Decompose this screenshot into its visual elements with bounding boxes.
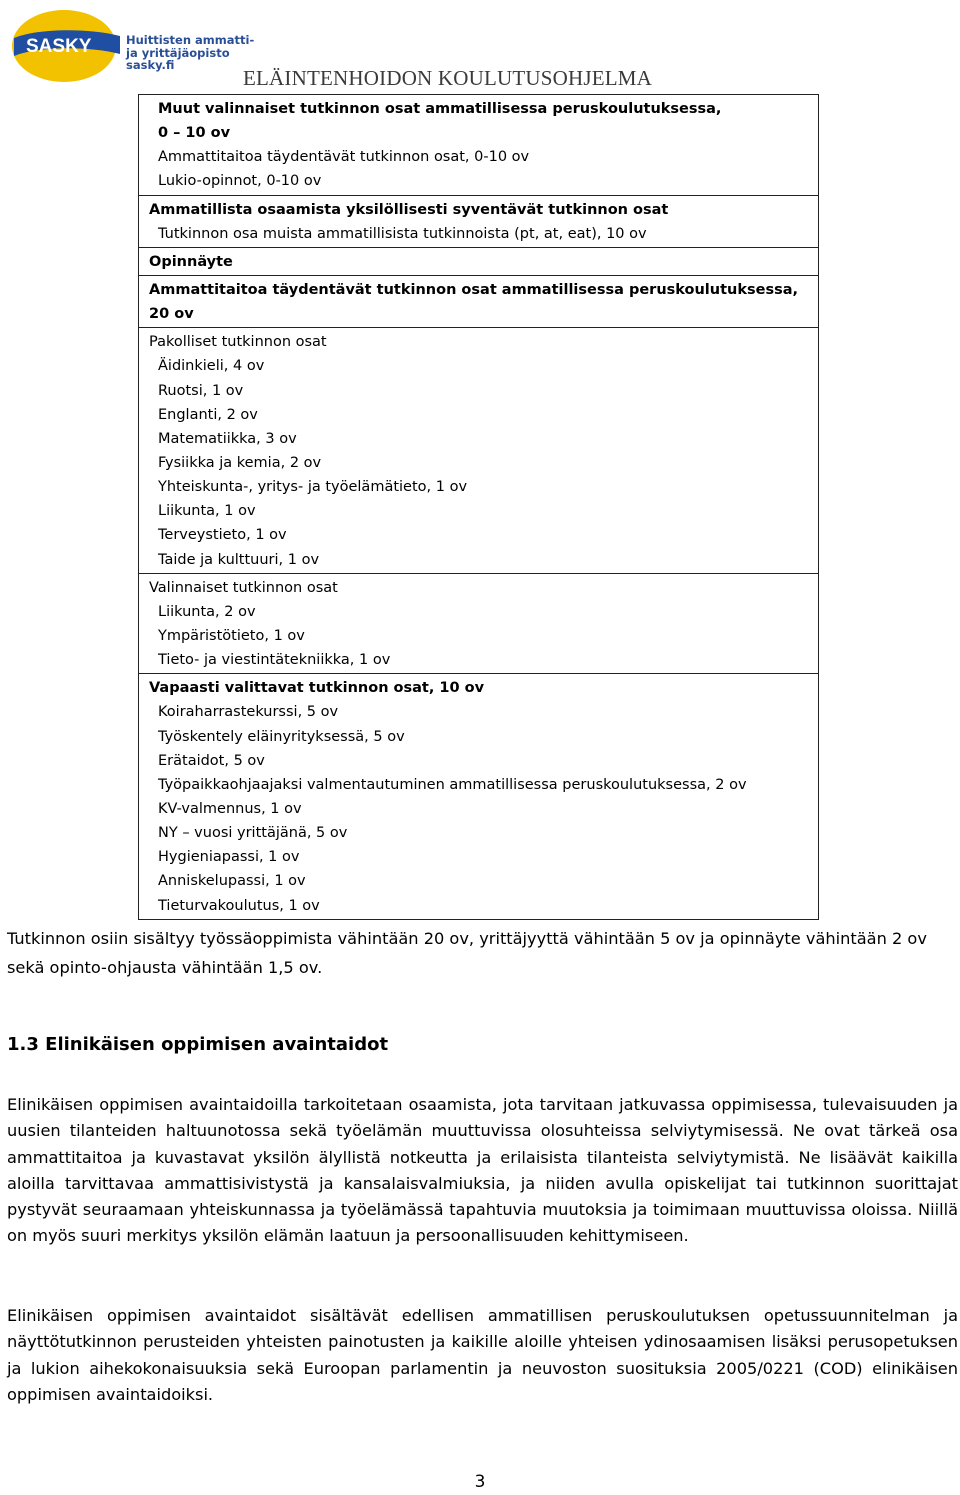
table-line: Matematiikka, 3 ov xyxy=(158,430,297,447)
table-cell xyxy=(139,573,819,674)
table-line: Terveystieto, 1 ov xyxy=(158,527,287,544)
table-cell xyxy=(139,95,819,196)
table-line: Ruotsi, 1 ov xyxy=(158,382,244,399)
table-line: Anniskelupassi, 1 ov xyxy=(158,873,306,890)
work-learning-note: Tutkinnon osiin sisältyy työssäoppimista vähintään 20 ov, yrittäjyyttä vähintään 5 ov ja opinnäyte vähintään 2 ov sekä opinto-ohjausta vähintään 1,5 ov. xyxy=(7,929,927,977)
table-line: Äidinkieli, 4 ov xyxy=(158,358,265,375)
table-line: Ammattitaitoa täydentävät tutkinnon osat, 0-10 ov xyxy=(158,149,530,166)
table-cell xyxy=(139,195,819,247)
table-line: Ammattitaitoa täydentävät tutkinnon osat ammatillisessa peruskoulutuksessa, xyxy=(149,281,799,298)
table-line: Liikunta, 2 ov xyxy=(158,603,256,620)
table-line: Vapaasti valittavat tutkinnon osat, 10 ov xyxy=(149,680,485,697)
table-line: Tieto- ja viestintätekniikka, 1 ov xyxy=(158,652,391,669)
table-line: Englanti, 2 ov xyxy=(158,406,258,423)
table-line: Erätaidot, 5 ov xyxy=(158,752,265,769)
table-line: Koiraharrastekurssi, 5 ov xyxy=(158,704,339,721)
table-line: KV-valmennus, 1 ov xyxy=(158,800,302,817)
curriculum-table xyxy=(138,94,819,920)
logo-brand: SASKY xyxy=(26,36,92,57)
table-line: 0 – 10 ov xyxy=(158,125,231,142)
logo-tagline xyxy=(126,34,254,72)
table-line: Taide ja kulttuuri, 1 ov xyxy=(158,551,320,568)
table-line: Tutkinnon osa muista ammatillisista tutkinnoista (pt, at, eat), 10 ov xyxy=(158,225,647,242)
section-heading: 1.3 Elinikäisen oppimisen avaintaidot xyxy=(7,1034,389,1055)
section-paragraph-2: Elinikäisen oppimisen avaintaidot sisältävät edellisen ammatillisen peruskoulutuksen opetussuunnitelman ja näyttötutkinnon perusteiden yhteisten painotusten ja kaikille aloille yhteisen ydinosaamisen lisäksi perusopetuksen ja lukion aihekokonaisuuksia sekä Euroopan parlamentin ja neuvoston suosituksia 2005/0221 (COD) elinikäisen oppimisen avaintaidoiksi. xyxy=(7,1306,958,1404)
table-line: Ympäristötieto, 1 ov xyxy=(158,627,305,644)
table-line: Lukio-opinnot, 0-10 ov xyxy=(158,173,322,190)
logo-line-1: Huittisten ammatti- xyxy=(126,33,255,47)
table-line: Opinnäyte xyxy=(149,253,233,270)
table-line: Valinnaiset tutkinnon osat xyxy=(149,579,338,596)
table-row xyxy=(139,573,819,674)
sasky-logo xyxy=(8,4,255,86)
table-line: Yhteiskunta-, yritys- ja työelämätieto, 1 ov xyxy=(158,479,468,496)
table-cell xyxy=(139,328,819,573)
sasky-logo-mark xyxy=(8,4,128,86)
table-line: 20 ov xyxy=(149,306,194,323)
table-cell xyxy=(139,674,819,919)
table-row xyxy=(139,195,819,247)
table-row xyxy=(139,674,819,919)
logo-line-2: ja yrittäjäopisto xyxy=(126,45,230,60)
table-cell xyxy=(139,275,819,327)
table-line: Hygieniapassi, 1 ov xyxy=(158,849,300,866)
table-row xyxy=(139,328,819,573)
table-line: Fysiikka ja kemia, 2 ov xyxy=(158,454,322,471)
table-line: Pakolliset tutkinnon osat xyxy=(149,334,327,351)
table-line: Ammatillista osaamista yksilöllisesti syventävät tutkinnon osat xyxy=(149,201,669,218)
logo-line-3: sasky.fi xyxy=(126,58,175,72)
table-line: Liikunta, 1 ov xyxy=(158,503,256,520)
document-header-title: ELÄINTENHOIDON KOULUTUSOHJELMA xyxy=(243,66,653,90)
table-row xyxy=(139,247,819,275)
table-line: Tieturvakoulutus, 1 ov xyxy=(158,897,320,914)
table-cell xyxy=(139,247,819,275)
table-line: NY – vuosi yrittäjänä, 5 ov xyxy=(158,825,348,842)
table-line: Työpaikkaohjaajaksi valmentautuminen ammatillisessa peruskoulutuksessa, 2 ov xyxy=(158,776,747,793)
table-row xyxy=(139,275,819,327)
section-paragraph-1: Elinikäisen oppimisen avaintaidoilla tarkoitetaan osaamista, jota tarvitaan jatkuvassa oppimisessa, tulevaisuuden ja uusien tilanteiden haltuunotossa sekä työelämän muuttuvissa olosuhteissa selviytymisessä. Ne ovat tärkeä osa ammattitaitoa ja kuvastavat yksilön älyllistä notkeutta ja erilaisista tilanteista selviytymistä. Ne lisäävät kaikilla aloilla tarvittavaa ammattisivistystä ja kansalaisvalmiuksia, ja niiden avulla opiskelijat tai tutkinnon suorittajat pystyvät seuraamaan yhteiskunnassa ja työelämässä tapahtuvia muutoksia ja toimimaan muuttuvissa oloissa. Niillä on myös suuri merkitys yksilön elämän laatuun ja persoonallisuuden kehittymiseen. xyxy=(7,1095,958,1246)
table-line: Muut valinnaiset tutkinnon osat ammatillisessa peruskoulutuksessa, xyxy=(158,101,722,117)
table-line: Työskentely eläinyrityksessä, 5 ov xyxy=(158,728,405,745)
page-number: 3 xyxy=(474,1472,486,1492)
table-row xyxy=(139,95,819,196)
